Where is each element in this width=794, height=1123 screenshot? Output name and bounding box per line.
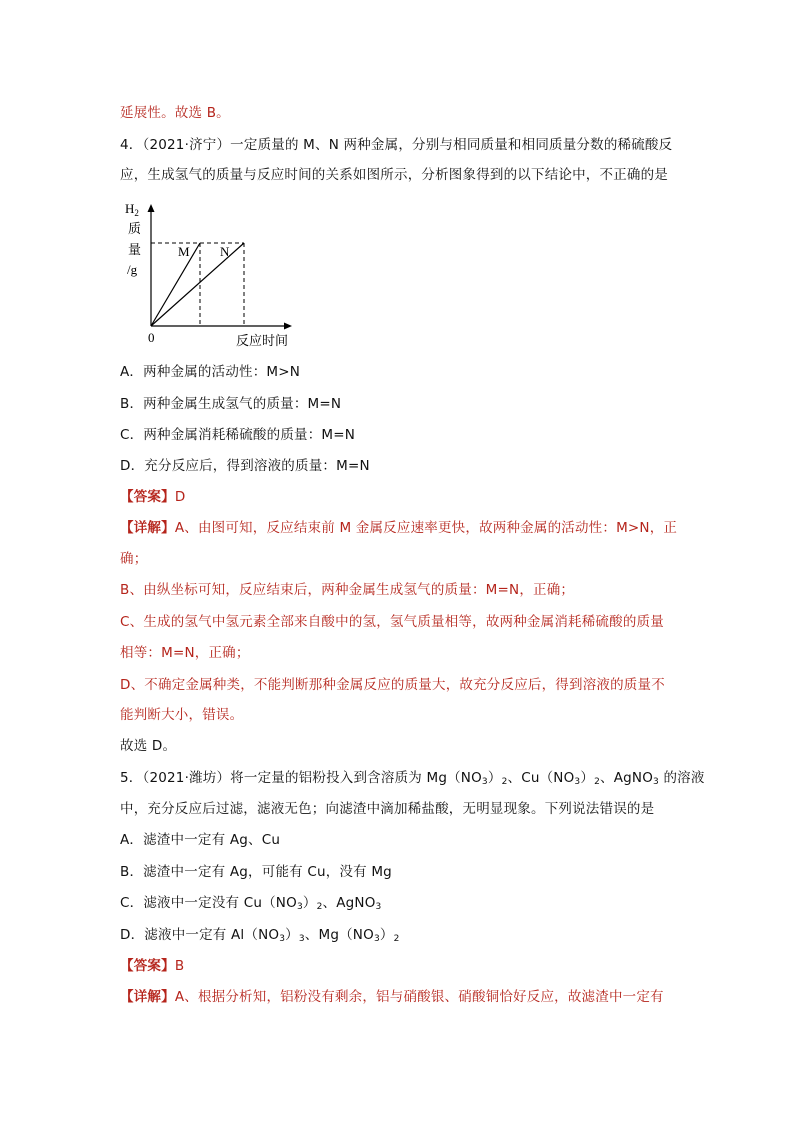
text-line <box>120 103 230 123</box>
q5-text-a: 5．（2021·潍坊）将一定量的铝粉投入到含溶质为 Mg（NO <box>120 770 482 786</box>
series-n-line <box>151 243 244 326</box>
q5c-sub-3: 3 <box>375 902 382 912</box>
answer-value: D <box>174 489 186 505</box>
detail-line-2: 确； <box>120 551 148 567</box>
detail-conclusion: 故选 D。 <box>120 738 177 754</box>
option-b: B．两种金属生成氢气的质量：M=N <box>120 396 342 412</box>
y-axis-label-zhi: 质 <box>128 221 142 236</box>
detail-tag: 【详解】 <box>120 520 175 536</box>
q5-option-c <box>120 893 381 917</box>
option-d: D．充分反应后，得到溶液的质量：M=N <box>120 458 370 474</box>
q5d-text-a: D．滤液中一定有 Al（NO <box>120 927 280 943</box>
q5d-sub-2: 3 <box>298 934 305 944</box>
question-5-line-1 <box>120 768 705 792</box>
detail-line-1 <box>120 518 677 538</box>
option-c: C．两种金属消耗稀硫酸的质量：M=N <box>120 427 356 443</box>
q5-sub-5: 3 <box>653 777 659 787</box>
answer-tag-2: 【答案】 <box>120 958 175 974</box>
q5d-sub-3: 3 <box>373 934 380 944</box>
q5-text-d: ） <box>580 770 595 786</box>
origin-label: 0 <box>148 330 155 345</box>
q5d-text-c: 、Mg（NO <box>304 927 374 943</box>
q5-option-a: A．滤渣中一定有 Ag、Cu <box>120 832 281 848</box>
series-m-label: M <box>178 244 190 259</box>
answer-tag: 【答案】 <box>120 489 175 505</box>
q5-sub-1: 3 <box>481 777 488 787</box>
detail-line-5: 相等：M=N，正确； <box>120 645 250 661</box>
detail-line-q5 <box>120 987 664 1007</box>
answer-value-2: B <box>174 958 185 974</box>
answer-line-2 <box>120 956 184 976</box>
q5d-sub-1: 3 <box>279 934 286 944</box>
x-axis-label: 反应时间 <box>236 333 289 348</box>
y-axis-label-unit: /g <box>127 262 138 277</box>
y-axis-arrow <box>148 204 155 212</box>
answer-line <box>120 487 185 507</box>
series-n-label: N <box>220 244 230 259</box>
q5c-text-a: C．滤液中一定没有 Cu（NO <box>120 895 297 911</box>
q5-option-d <box>120 925 400 949</box>
q5-text-b: ） <box>487 770 502 786</box>
option-a: A．两种金属的活动性：M>N <box>120 364 301 380</box>
q5c-sub-1: 3 <box>296 902 303 912</box>
q5-text-f: 的溶液 <box>658 770 705 786</box>
q5c-text-b: ） <box>302 895 317 911</box>
detail-tag-2: 【详解】 <box>120 989 175 1005</box>
q5c-sub-2: 2 <box>316 902 323 912</box>
q5c-text-c: 、AgNO <box>322 895 376 911</box>
question-5-line-2: 中，充分反应后过滤，滤液无色；向滤渣中滴加稀盐酸，无明显现象。下列说法错误的是 <box>120 801 655 817</box>
previous-answer-tail: 延展性。故选 B。 <box>120 105 230 121</box>
q5-sub-2: 2 <box>501 777 508 787</box>
q5-option-b: B．滤渣中一定有 Ag，可能有 Cu，没有 Mg <box>120 864 392 880</box>
detail-line-6: D、不确定金属种类，不能判断那种金属反应的质量大，故充分反应后，得到溶液的质量不 <box>120 677 665 693</box>
question-4-line-2: 应，生成氢气的质量与反应时间的关系如图所示，分析图象得到的以下结论中，不正确的是 <box>120 167 668 183</box>
detail-line-7: 能判断大小，错误。 <box>120 707 244 723</box>
detail-line-3: B、由纵坐标可知，反应结束后，两种金属生成氢气的质量：M=N，正确； <box>120 582 575 598</box>
q5d-text-d: ） <box>379 927 394 943</box>
y-axis-label-h: $H_2$ <box>125 201 139 218</box>
q5d-sub-4: 2 <box>393 934 400 944</box>
x-axis-arrow <box>284 323 292 330</box>
q5-text-e: 、AgNO <box>600 770 654 786</box>
detail-text-2: A、根据分析知，铝粉没有剩余，铝与硝酸银、硝酸铜恰好反应，故滤渣中一定有 <box>174 989 664 1005</box>
figure-svg <box>120 196 310 354</box>
q5-sub-4: 2 <box>594 777 600 787</box>
detail-text: A、由图可知，反应结束前 M 金属反应速率更快，故两种金属的活动性：M>N，正 <box>174 520 678 536</box>
series-m-line <box>151 243 200 326</box>
q5-text-c: 、Cu（NO <box>507 770 575 786</box>
question-4-line-1: 4．（2021·济宁）一定质量的 M、N 两种金属，分别与相同质量和相同质量分数的稀硫酸反 <box>120 137 673 153</box>
q5-sub-3: 3 <box>574 777 581 787</box>
hydrogen-mass-vs-time-figure <box>120 196 310 354</box>
y-axis-label-liang: 量 <box>128 242 142 257</box>
detail-line-4: C、生成的氢气中氢元素全部来自酸中的氢，氢气质量相等，故两种金属消耗稀硫酸的质量 <box>120 614 664 630</box>
q5d-text-b: ） <box>285 927 299 943</box>
